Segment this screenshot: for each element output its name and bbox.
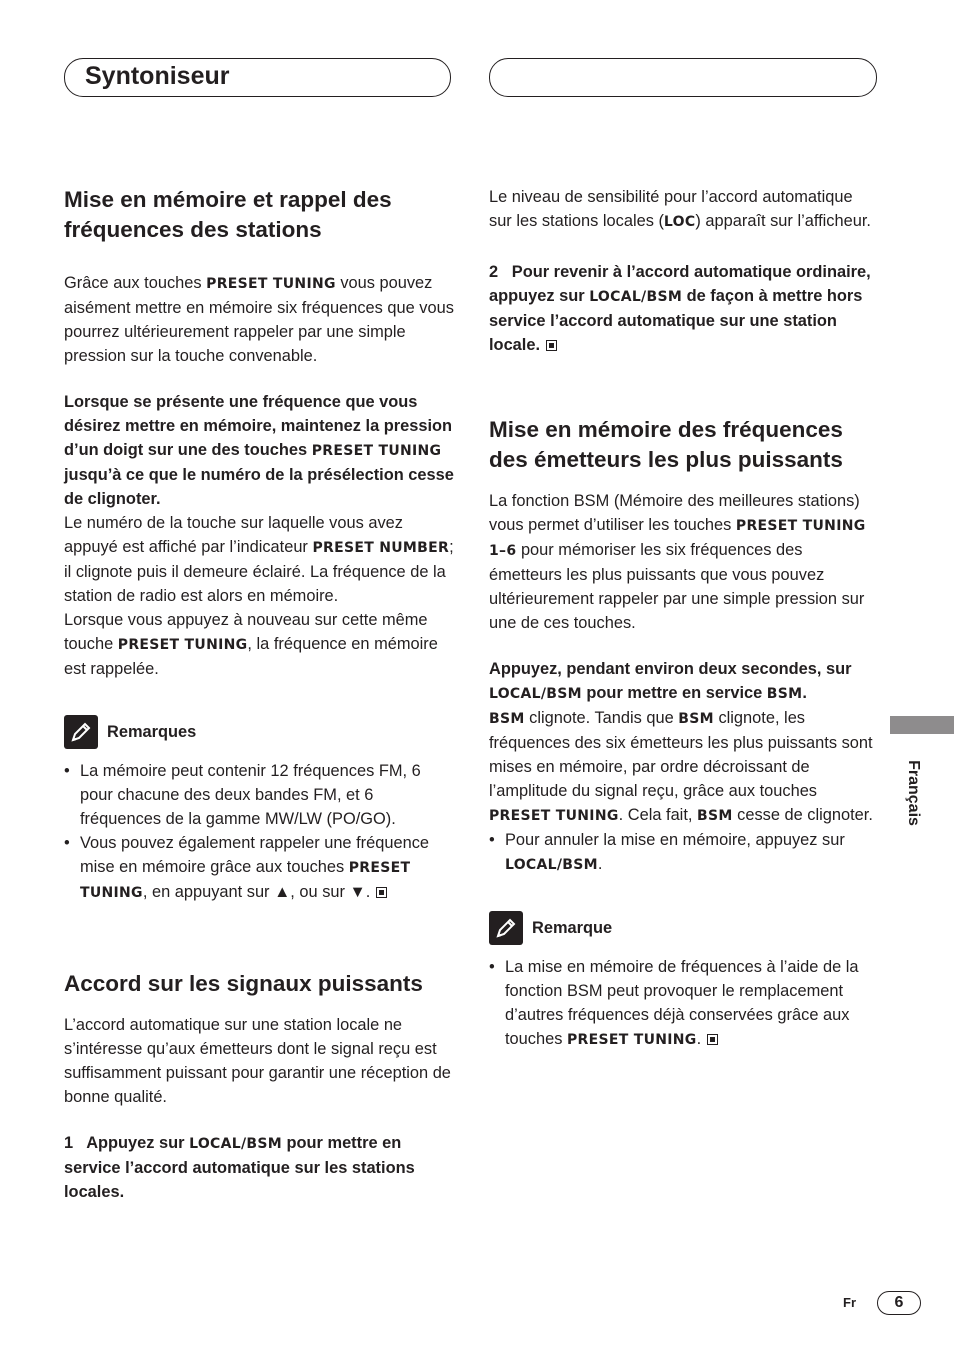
- bsm-bullet-list: [489, 828, 879, 877]
- memory-instruction: Lorsque se présente une fréquence que vous désirez mettre en mémoire, maintenez la pression d’un doigt sur une des touches PRESET TUNING jusqu’à ce que le numéro de la présélection cesse de clignoter.: [64, 393, 454, 508]
- notes-list: [64, 759, 454, 905]
- notes-header: [64, 715, 454, 749]
- note-header: [489, 911, 879, 945]
- step-1-instruction: 1 Appuyez sur LOCAL/BSM pour mettre en service l’accord automatique sur les stations locales.: [64, 1134, 415, 1201]
- memory-body-paragraph: Le numéro de la touche sur laquelle vous avez appuyé est affiché par l’indicateur PRESET NUMBER; il clignote puis il demeure éclairé. La fréquence de la station de radio est alors en mémoire.: [64, 514, 454, 605]
- section-heading-strong-signals: Accord sur les signaux puissants: [64, 971, 423, 996]
- note-item: • La mise en mémoire de fréquences à l’aide de la fonction BSM peut provoquer le remplacement d’autres fréquences déjà conservées grâce aux touches PRESET TUNING.: [489, 955, 879, 1052]
- left-column: [64, 185, 454, 1204]
- loc-indicator-paragraph: Le niveau de sensibilité pour l’accord automatique sur les stations locales (LOC) apparaît sur l’afficheur.: [489, 188, 871, 230]
- note-label: Remarque: [532, 918, 613, 937]
- bsm-instruction: Appuyez, pendant environ deux secondes, sur LOCAL/BSM pour mettre en service BSM.: [489, 660, 852, 702]
- bsm-body-paragraph: BSM clignote. Tandis que BSM clignote, les fréquences des six émetteurs les plus puissants sont mises en mémoire, par ordre décroissant de l’amplitude du signal reçu, grâce aux touches PRESET TUNING. Cela fait, BSM cesse de clignoter.: [489, 709, 873, 824]
- right-column: [489, 185, 879, 1052]
- language-label: Français: [905, 760, 922, 826]
- pencil-note-icon: [489, 911, 523, 945]
- end-mark-icon: [707, 1034, 718, 1045]
- pencil-note-icon: [64, 715, 98, 749]
- language-tab: [890, 716, 954, 734]
- section-heading-bsm: Mise en mémoire des fréquences des émetteurs les plus puissants: [489, 417, 843, 472]
- note-item: • La mémoire peut contenir 12 fréquences FM, 6 pour chacune des deux bandes FM, et 6 fréquences de la gamme MW/LW (PO/GO).: [64, 759, 454, 831]
- bullet-item: • Pour annuler la mise en mémoire, appuyez sur LOCAL/BSM.: [489, 828, 879, 877]
- end-mark-icon: [376, 887, 387, 898]
- footer-language-code: Fr: [843, 1295, 856, 1310]
- recall-body-paragraph: Lorsque vous appuyez à nouveau sur cette même touche PRESET TUNING, la fréquence en mémoire est rappelée.: [64, 611, 438, 678]
- page-title: Syntoniseur: [85, 62, 230, 90]
- strong-signals-intro: L’accord automatique sur une station locale ne s’intéresse qu’aux émetteurs dont le signal reçu est suffisamment puissant pour garantir une réception de bonne qualité.: [64, 1016, 451, 1106]
- bsm-intro-paragraph: La fonction BSM (Mémoire des meilleures stations) vous permet d’utiliser les touches PRESET TUNING 1–6 pour mémoriser les six fréquences des émetteurs les plus puissants que vous pouvez ultérieurement rappeler par une simple pression sur une de ces touches.: [489, 492, 866, 632]
- section-heading-memory-recall: Mise en mémoire et rappel des fréquences des stations: [64, 187, 392, 242]
- memory-intro-paragraph: Grâce aux touches PRESET TUNING vous pouvez aisément mettre en mémoire six fréquences que vous pourrez ultérieurement rappeler par une simple pression sur la touche convenable.: [64, 274, 454, 365]
- page-number: 6: [877, 1291, 921, 1315]
- note-list: [489, 955, 879, 1052]
- note-item: • Vous pouvez également rappeler une fréquence mise en mémoire grâce aux touches PRESET TUNING, en appuyant sur ▲, ou sur ▼.: [64, 831, 454, 905]
- end-mark-icon: [546, 340, 557, 351]
- step-2-instruction: 2 Pour revenir à l’accord automatique ordinaire, appuyez sur LOCAL/BSM de façon à mettre hors service l’accord automatique sur une station locale.: [489, 263, 871, 354]
- notes-label: Remarques: [107, 722, 197, 741]
- empty-title-frame: [489, 58, 877, 97]
